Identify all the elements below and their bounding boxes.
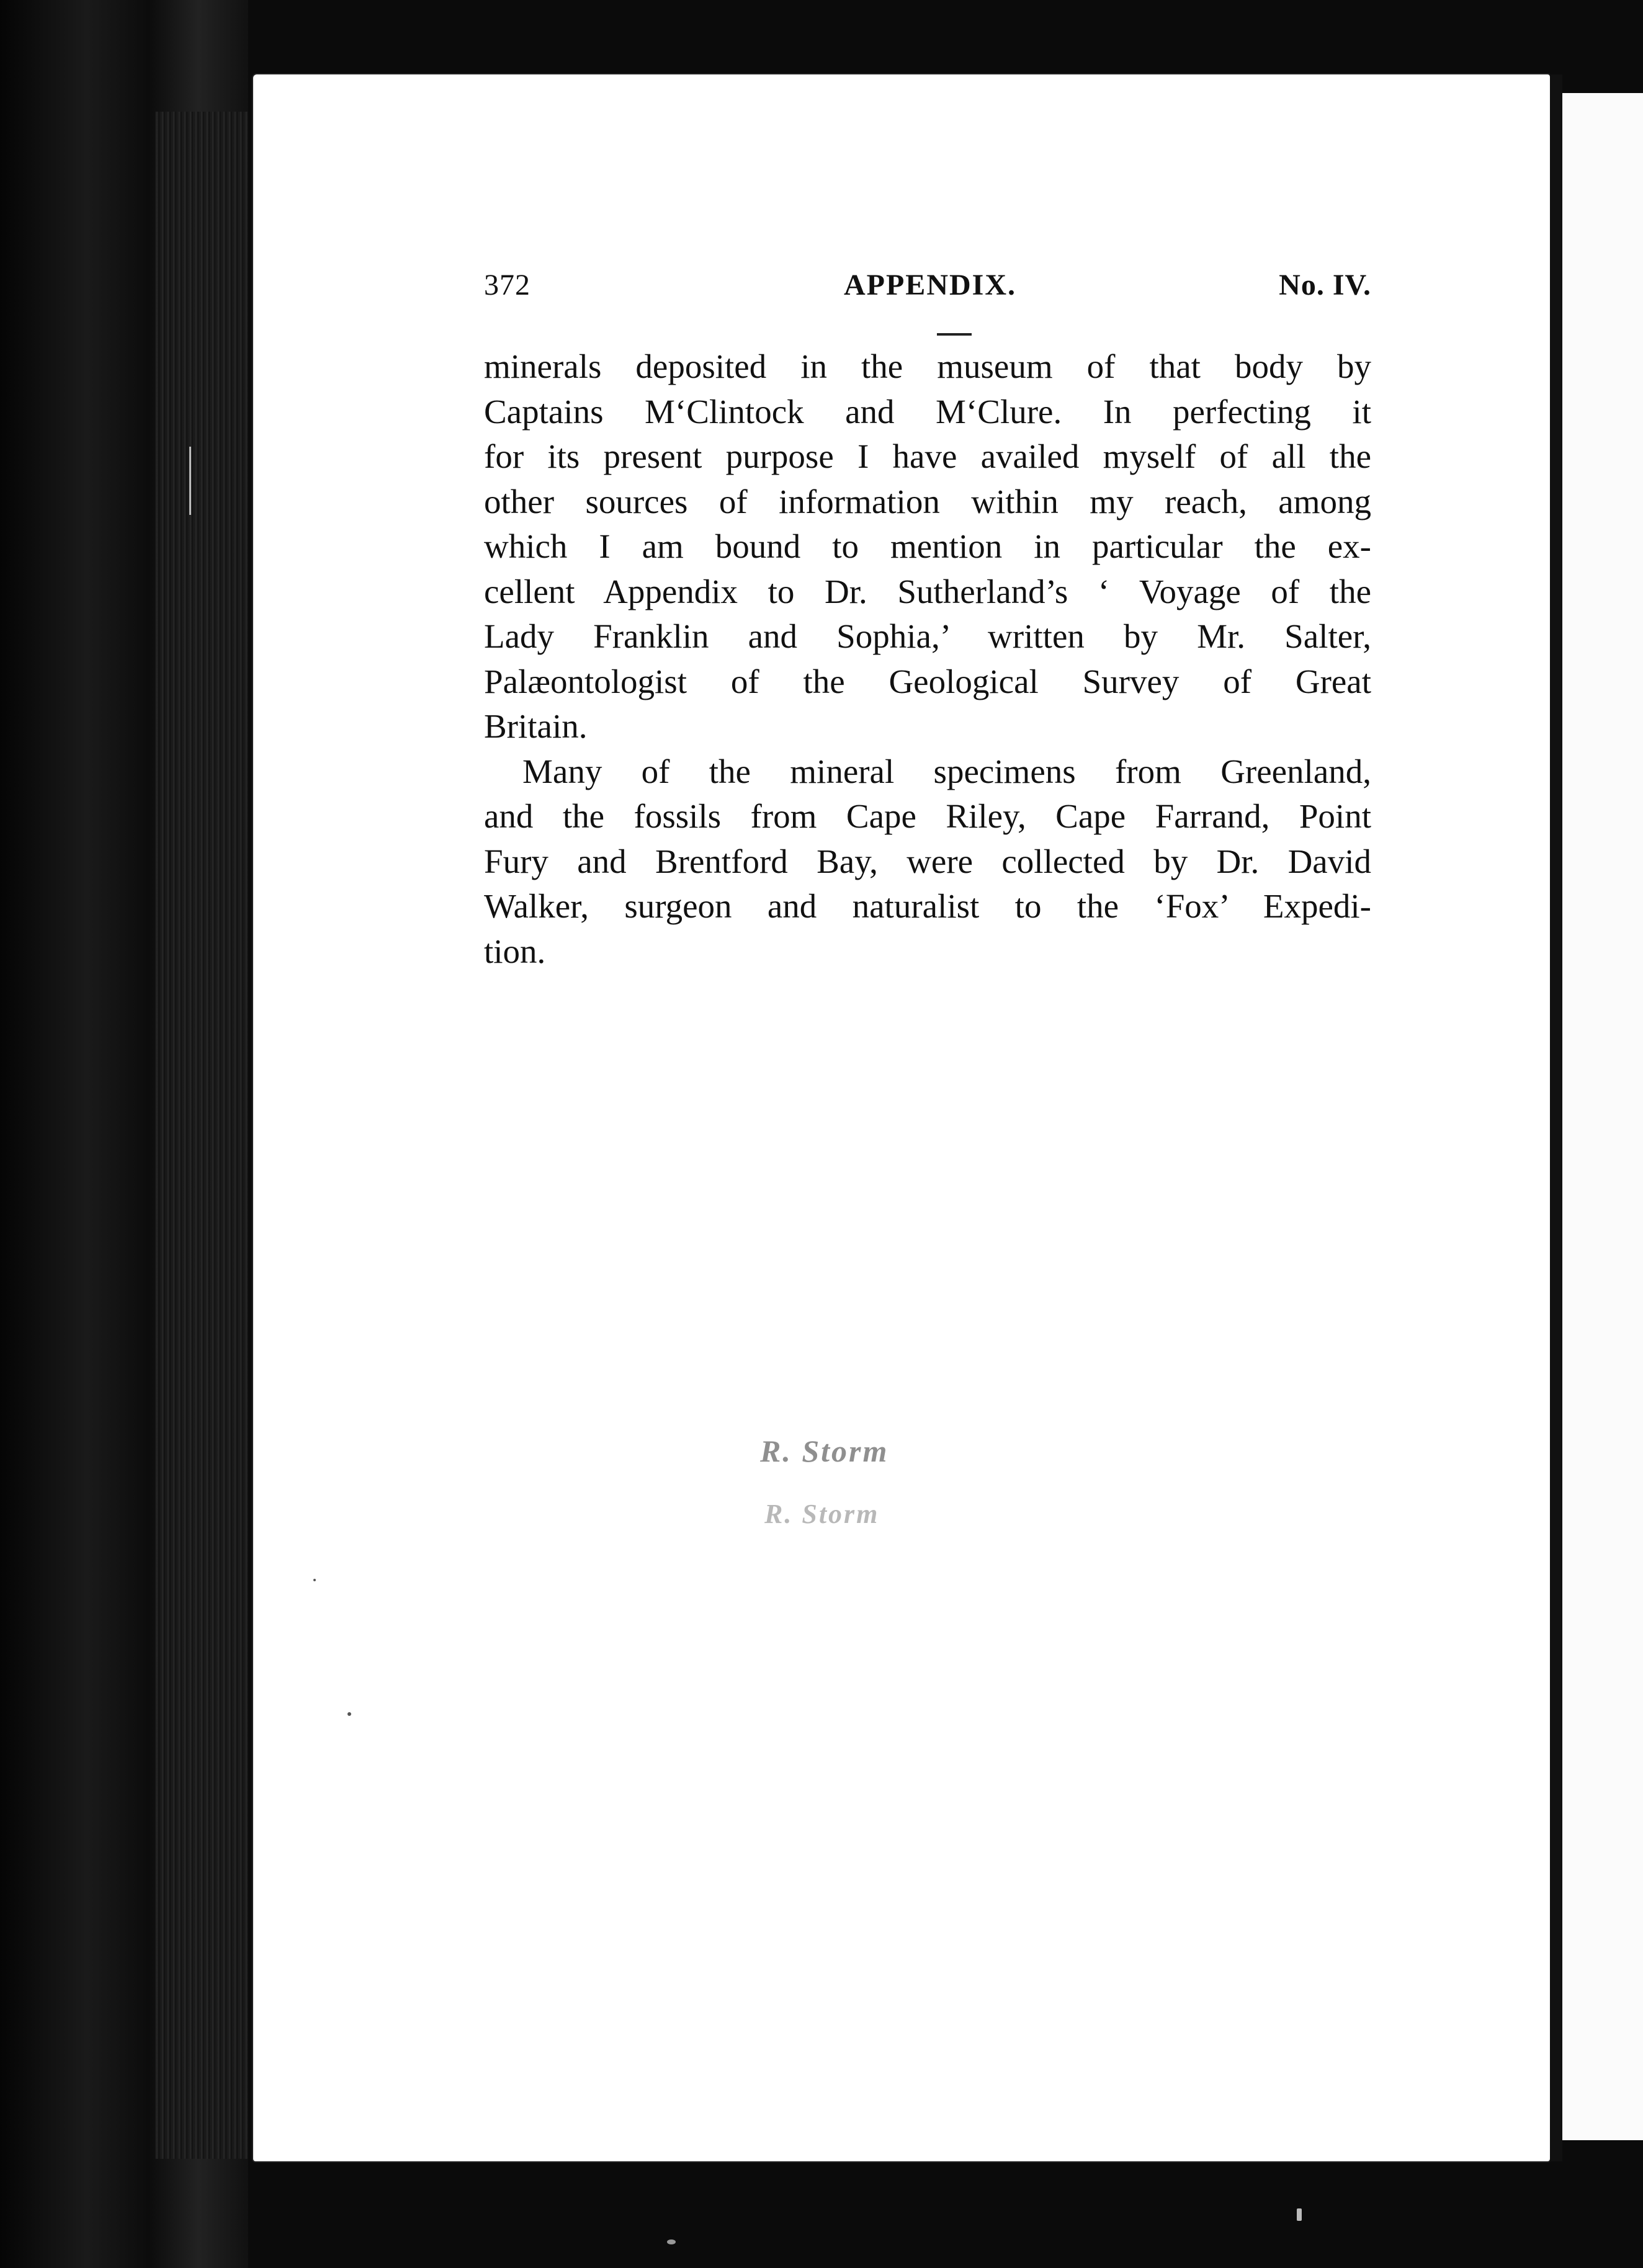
text-line: Britain. — [484, 707, 588, 745]
text-line: minerals deposited in the museum of that body by — [484, 347, 1371, 385]
adjacent-page-edge — [1562, 93, 1643, 2140]
scan-speck — [347, 1712, 351, 1716]
text-line: Captains M‘Clintock and M‘Clure. In perfecting it — [484, 392, 1371, 431]
margin-mark — [189, 447, 191, 515]
text-line: other sources of information within my reach, among — [484, 482, 1371, 520]
scan-speck — [1297, 2208, 1302, 2221]
scan-speck — [667, 2239, 676, 2244]
text-line: Lady Franklin and Sophia,’ written by Mr. Salter, — [484, 617, 1371, 655]
page-header — [484, 268, 1371, 324]
ownership-stamp: R. Storm — [760, 1434, 889, 1468]
page-number: 372 — [484, 269, 531, 301]
text-line: Fury and Brentford Bay, were collected by Dr. David — [484, 842, 1371, 880]
text-line: and the fossils from Cape Riley, Cape Farrand, Point — [484, 797, 1371, 835]
body-text — [484, 344, 1371, 974]
text-line: Palæontologist of the Geological Survey of Great — [484, 662, 1371, 700]
section-number: No. IV. — [1279, 269, 1371, 301]
running-head: APPENDIX. — [844, 269, 1016, 301]
binding-edge — [155, 112, 248, 2159]
text-line: Many of the mineral specimens from Greenland, — [522, 752, 1371, 790]
text-line: for its present purpose I have availed myself of all the — [484, 437, 1371, 475]
text-line: tion. — [484, 932, 546, 970]
header-ornament — [937, 333, 972, 336]
text-line: cellent Appendix to Dr. Sutherland’s ‘ Voyage of the — [484, 572, 1371, 610]
text-line: Walker, surgeon and naturalist to the ‘Fox’ Expedi- — [484, 887, 1371, 925]
page-gutter — [1550, 74, 1562, 2161]
ownership-stamp-faded: R. Storm — [764, 1499, 880, 1529]
scan-speck — [313, 1579, 316, 1581]
text-line: which I am bound to mention in particular the ex- — [484, 527, 1371, 565]
